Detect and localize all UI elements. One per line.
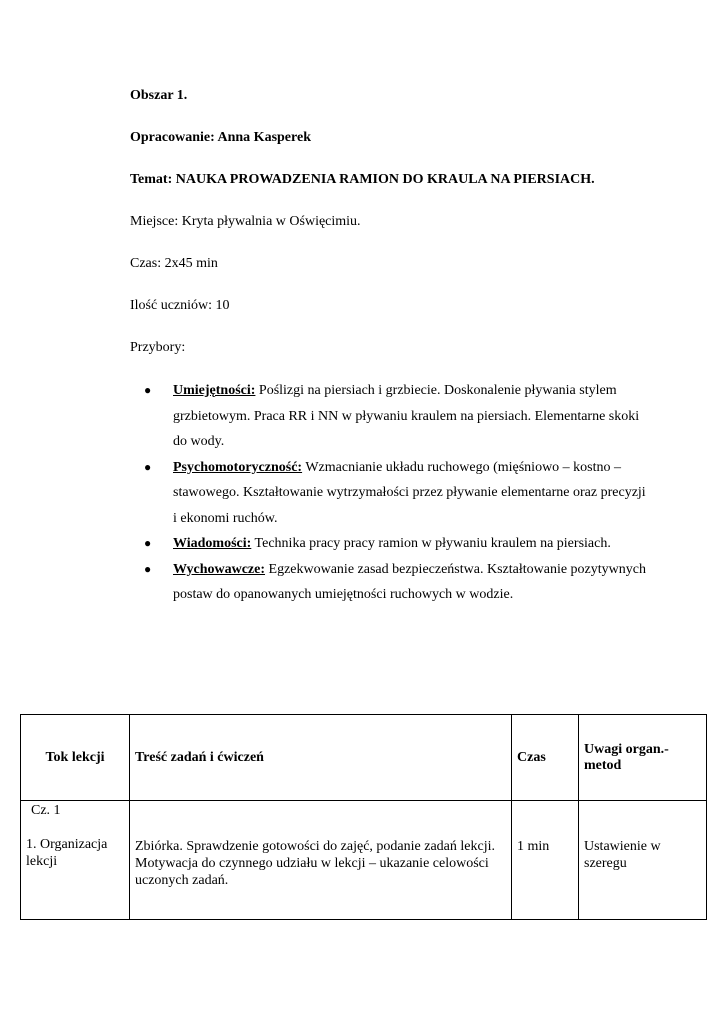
column-header-tok: Tok lekcji — [21, 715, 130, 801]
goal-item — [130, 557, 650, 608]
column-header-tresc: Treść zadań i ćwiczeń — [130, 715, 512, 801]
notes-text: Ustawienie w szeregu — [584, 839, 661, 871]
goal-term: Wiadomości: — [173, 536, 252, 551]
time-line: Czas: 2x45 min — [130, 256, 218, 271]
equipment-line: Przybory: — [130, 340, 186, 355]
table-cell-content — [130, 801, 512, 920]
goal-term: Umiejętności: — [173, 383, 256, 398]
column-header-czas: Czas — [512, 715, 579, 801]
stage-label: 1. Organizacja lekcji — [26, 837, 108, 869]
bullet-icon: ● — [144, 459, 152, 474]
content-text: Zbiórka. Sprawdzenie gotowości do zajęć, podanie zadań lekcji. Motywacja do czynnego udziału w lekcji – ukazanie celowości uczonych zadań. — [135, 839, 495, 888]
goal-text: Technika pracy pracy ramion w pływaniu kraulem na piersiach. — [251, 536, 611, 551]
bullet-icon: ● — [144, 561, 152, 576]
table-cell-stage — [21, 801, 130, 920]
goal-term: Wychowawcze: — [173, 561, 266, 577]
goal-text: Poślizgi na piersiach i grzbiecie. Doskonalenie pływania stylem grzbietowym. Praca RR i NN w pływaniu kraulem na piersiach. Elementarne skoki do wody. — [173, 383, 640, 449]
goal-text: Wzmacnianie układu ruchowego (mięśniowo – kostno – stawowego. Kształtowanie wytrzymałości przez pływanie elementarne oraz precyzji i ekonomi ruchów. — [173, 459, 646, 526]
lesson-table — [20, 714, 707, 920]
table-header-row — [21, 715, 707, 801]
table-cell-notes — [579, 801, 707, 920]
topic-line: Temat: NAUKA PROWADZENIA RAMION DO KRAULA NA PIERSIACH. — [130, 172, 595, 187]
area-heading: Obszar 1. — [130, 88, 188, 103]
goal-item — [130, 378, 650, 455]
goal-text: Egzekwowanie zasad bezpieczeństwa. Kształtowanie pozytywnych postaw do opanowanych umiejętności ruchowych w wodzie. — [173, 561, 646, 602]
time-text: 1 min — [517, 839, 550, 854]
goals-list — [130, 378, 650, 608]
author-line: Opracowanie: Anna Kasperek — [130, 130, 311, 145]
goal-term: Psychomotoryczność: — [173, 459, 303, 475]
goal-item — [130, 455, 650, 532]
table-cell-time — [512, 801, 579, 920]
bullet-icon: ● — [144, 536, 152, 550]
part-label: Cz. 1 — [31, 803, 61, 818]
table-row — [21, 801, 707, 920]
column-header-uwagi: Uwagi organ.-metod — [579, 715, 707, 801]
goal-item — [130, 531, 650, 557]
place-line: Miejsce: Kryta pływalnia w Oświęcimiu. — [130, 214, 361, 229]
students-line: Ilość uczniów: 10 — [130, 298, 230, 313]
bullet-icon: ● — [144, 383, 152, 397]
